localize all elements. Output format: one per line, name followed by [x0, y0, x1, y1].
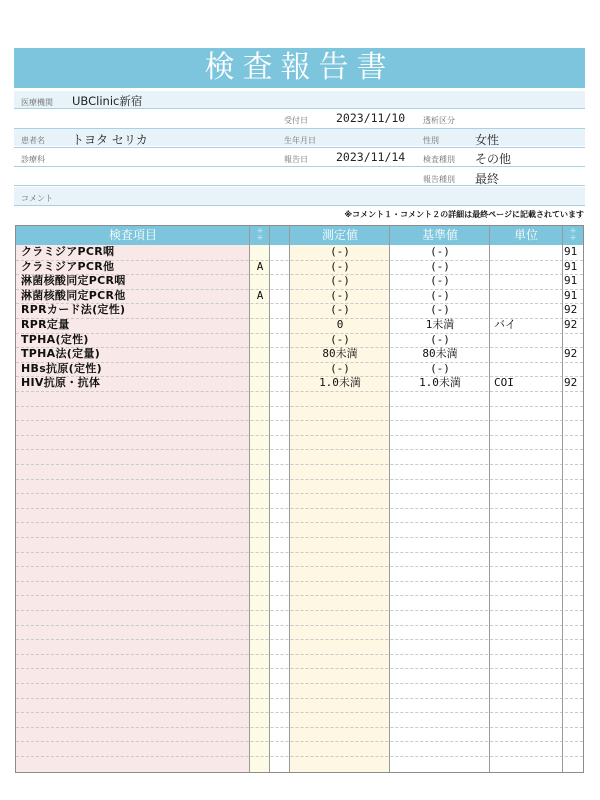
- row-divider: [16, 712, 583, 713]
- row-divider: [16, 683, 583, 684]
- divider: [14, 185, 585, 186]
- patient-value: トヨタ セリカ: [72, 133, 148, 147]
- row-divider: [16, 391, 583, 392]
- column-divider: [562, 226, 563, 772]
- row-divider: [16, 610, 583, 611]
- test-flag: [250, 333, 270, 348]
- comment-label: コメント: [21, 194, 53, 203]
- test-unit: [494, 303, 560, 318]
- row-divider: [16, 727, 583, 728]
- row-divider: [16, 537, 583, 538]
- row-divider: [16, 552, 583, 553]
- test-value: (-): [330, 303, 350, 317]
- test-unit: [494, 245, 560, 260]
- test-code: 92: [564, 303, 578, 317]
- test-unit: [494, 362, 560, 377]
- reception-date-label: 受付日: [284, 116, 308, 125]
- test-type-label: 検査種別: [423, 155, 455, 164]
- header-unit: 単位: [513, 228, 538, 242]
- test-reference: 80未満: [422, 347, 458, 361]
- spacer-column-bg: [270, 226, 290, 772]
- row-divider: [16, 449, 583, 450]
- row-divider: [16, 479, 583, 480]
- test-flag: [250, 245, 270, 260]
- test-item-name: HBs抗原(定性): [21, 361, 102, 375]
- test-flag: [250, 376, 270, 391]
- test-code: [564, 362, 582, 377]
- row-divider: [16, 639, 583, 640]
- test-flag: [250, 347, 270, 362]
- row-divider: [16, 668, 583, 669]
- birthdate-label: 生年月日: [284, 136, 316, 145]
- test-item-name: HIV抗原・抗体: [21, 376, 101, 390]
- patient-label: 患者名: [21, 136, 45, 145]
- row-divider: [16, 625, 583, 626]
- test-unit: [494, 274, 560, 289]
- test-reference: 1未満: [425, 318, 455, 331]
- facility-value: UBClinic新宿: [72, 94, 143, 108]
- test-item-name: 淋菌核酸同定PCR他: [21, 288, 126, 302]
- test-value: 1.0未満: [319, 376, 361, 390]
- comment-row-bg: [14, 187, 585, 205]
- test-item-name: クラミジアPCR咽: [21, 245, 115, 258]
- report-type-label: 報告種別: [423, 175, 455, 184]
- report-date-label: 報告日: [284, 155, 308, 164]
- row-divider: [16, 464, 583, 465]
- row-divider: [16, 493, 583, 494]
- header-code-icon: ⁜ ⁜: [570, 227, 576, 242]
- test-value: (-): [330, 259, 350, 273]
- row-divider: [16, 420, 583, 421]
- sex-value: 女性: [475, 133, 500, 147]
- row-divider: [16, 595, 583, 596]
- row-divider: [16, 508, 583, 509]
- test-reference: (-): [430, 288, 450, 302]
- reception-date-value: 2023/11/10: [336, 111, 406, 125]
- test-reference: (-): [430, 303, 450, 317]
- test-flag: A: [256, 259, 264, 273]
- test-type-value: その他: [475, 152, 512, 166]
- department-label: 診療科: [21, 155, 45, 164]
- test-reference: (-): [430, 259, 450, 273]
- test-value: (-): [330, 332, 350, 346]
- test-value: 0: [336, 318, 344, 331]
- test-flag: [250, 362, 270, 377]
- test-value: (-): [330, 245, 350, 258]
- test-value: 80未満: [322, 347, 358, 361]
- test-unit: COI: [494, 376, 514, 390]
- row-divider: [16, 566, 583, 567]
- header-reference: 基準値: [421, 228, 458, 242]
- test-unit: [494, 333, 560, 348]
- test-code: 91: [564, 288, 578, 302]
- test-code: 91: [564, 274, 578, 288]
- header-item: 検査項目: [108, 228, 157, 242]
- report-date-value: 2023/11/14: [336, 150, 406, 164]
- test-flag: [250, 318, 270, 333]
- row-divider: [16, 435, 583, 436]
- row-divider: [16, 698, 583, 699]
- facility-label: 医療機関: [21, 98, 53, 107]
- test-code: 91: [564, 245, 578, 258]
- row-divider: [16, 581, 583, 582]
- header-flag-icon: ⁜ ⁜: [257, 227, 263, 242]
- test-code: 92: [564, 347, 578, 361]
- row-divider: [16, 756, 583, 757]
- test-item-name: 淋菌核酸同定PCR咽: [21, 274, 126, 288]
- row-divider: [16, 741, 583, 742]
- header-value: 測定値: [321, 228, 358, 242]
- test-unit: [494, 289, 560, 304]
- test-code: 91: [564, 259, 578, 273]
- test-value: (-): [330, 288, 350, 302]
- test-unit: バイ: [494, 318, 516, 331]
- test-item-name: RPR定量: [21, 318, 70, 331]
- test-reference: (-): [430, 332, 450, 346]
- test-reference: (-): [430, 274, 450, 288]
- test-item-name: RPRカード法(定性): [21, 303, 126, 317]
- test-value: (-): [330, 361, 350, 375]
- test-item-name: TPHA法(定量): [21, 347, 101, 361]
- dialysis-label: 透析区分: [423, 116, 455, 125]
- sex-label: 性別: [423, 136, 439, 145]
- test-reference: 1.0未満: [419, 376, 461, 390]
- report-type-value: 最終: [475, 172, 500, 186]
- results-table: [15, 225, 584, 773]
- table-header: [16, 226, 583, 245]
- test-code: 92: [564, 318, 578, 331]
- test-unit: [494, 260, 560, 275]
- comment-note: ※コメント１・コメント２の詳細は最終ページに記載されています: [344, 210, 584, 219]
- test-item-name: クラミジアPCR他: [21, 259, 115, 273]
- test-value: (-): [330, 274, 350, 288]
- test-flag: [250, 303, 270, 318]
- test-reference: (-): [430, 361, 450, 375]
- test-code: 92: [564, 376, 578, 390]
- test-reference: (-): [430, 245, 450, 258]
- test-flag: A: [256, 288, 264, 302]
- divider: [14, 205, 585, 206]
- row-divider: [16, 406, 583, 407]
- test-code: [564, 333, 582, 348]
- page-title: 検査報告書: [14, 48, 585, 88]
- test-flag: [250, 274, 270, 289]
- row-divider: [16, 654, 583, 655]
- row-divider: [16, 522, 583, 523]
- test-unit: [494, 347, 560, 362]
- test-item-name: TPHA(定性): [21, 332, 89, 346]
